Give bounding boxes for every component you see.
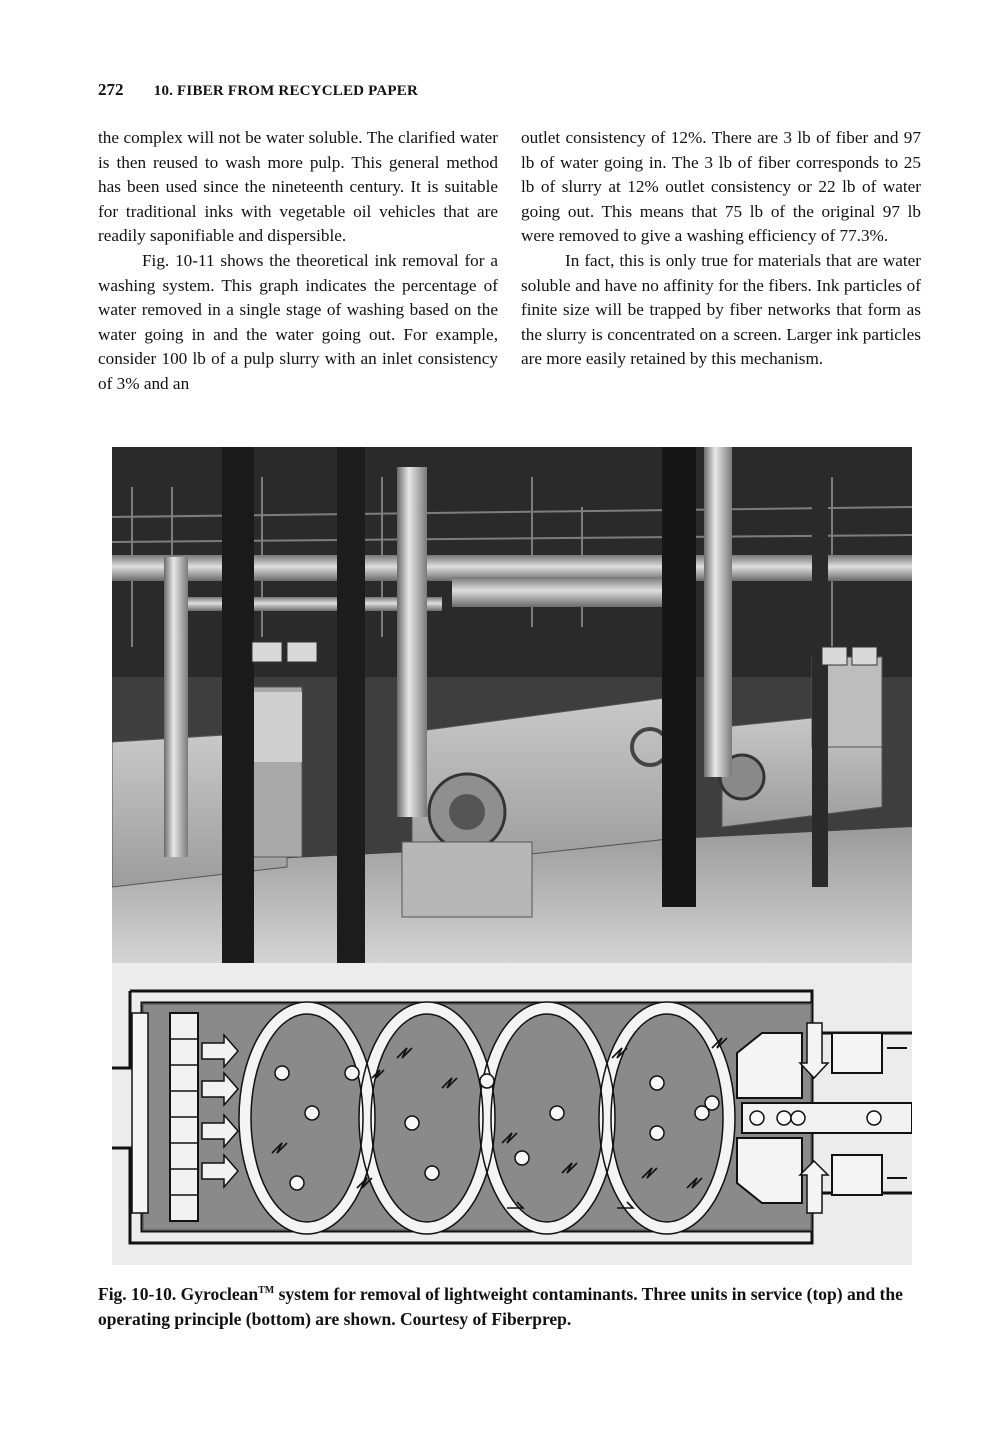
right-column <box>521 126 921 372</box>
figure-10-10 <box>112 447 912 1265</box>
left-paragraph-1: the complex will not be water soluble. The clarified water is then reused to wash more pulp. This general method has been used since the nineteenth century. It is suitable for traditional inks with vegetable oil vehicles that are readily saponifiable and dispersible. <box>98 128 498 246</box>
caption-text-pre: Gyroclean <box>180 1284 259 1304</box>
gyroclean-units-photo <box>112 447 912 963</box>
left-column <box>98 126 498 397</box>
operating-principle-diagram <box>112 963 912 1265</box>
caption-text-post: system for removal of lightweight contaminants. Three units in service (top) and the operating principle (bottom) are shown. Courtesy of Fiberprep. <box>98 1284 903 1329</box>
running-title: 10. FIBER FROM RECYCLED PAPER <box>153 83 419 99</box>
trademark-mark: TM <box>258 1285 275 1297</box>
right-paragraph-2: In fact, this is only true for materials that are water soluble and have no affinity for the fibers. Ink particles of finite size will be trapped by fiber networks that form as the slurry is concentrated on a screen. Larger ink particles are more easily retained by this mechanism. <box>521 250 921 369</box>
running-header <box>98 80 918 102</box>
caption-label: Fig. 10-10. <box>98 1284 177 1304</box>
left-paragraph-2: Fig. 10-11 shows the theoretical ink removal for a washing system. This graph indicates the percentage of water removed in a single stage of washing based on the water going in and the water going out. For example, consider 100 lb of a pulp slurry with an inlet consistency of 3% and an <box>98 250 498 393</box>
figure-caption <box>98 1282 928 1332</box>
page-number: 272 <box>98 80 124 99</box>
right-paragraph-1: outlet consistency of 12%. There are 3 lb of fiber and 97 lb of water going in. The 3 lb of fiber corresponds to 25 lb of slurry at 12% outlet consistency or 22 lb of water going out. This means that 75 lb of the original 97 lb were removed to give a washing efficiency of 77.3%. <box>521 128 921 246</box>
